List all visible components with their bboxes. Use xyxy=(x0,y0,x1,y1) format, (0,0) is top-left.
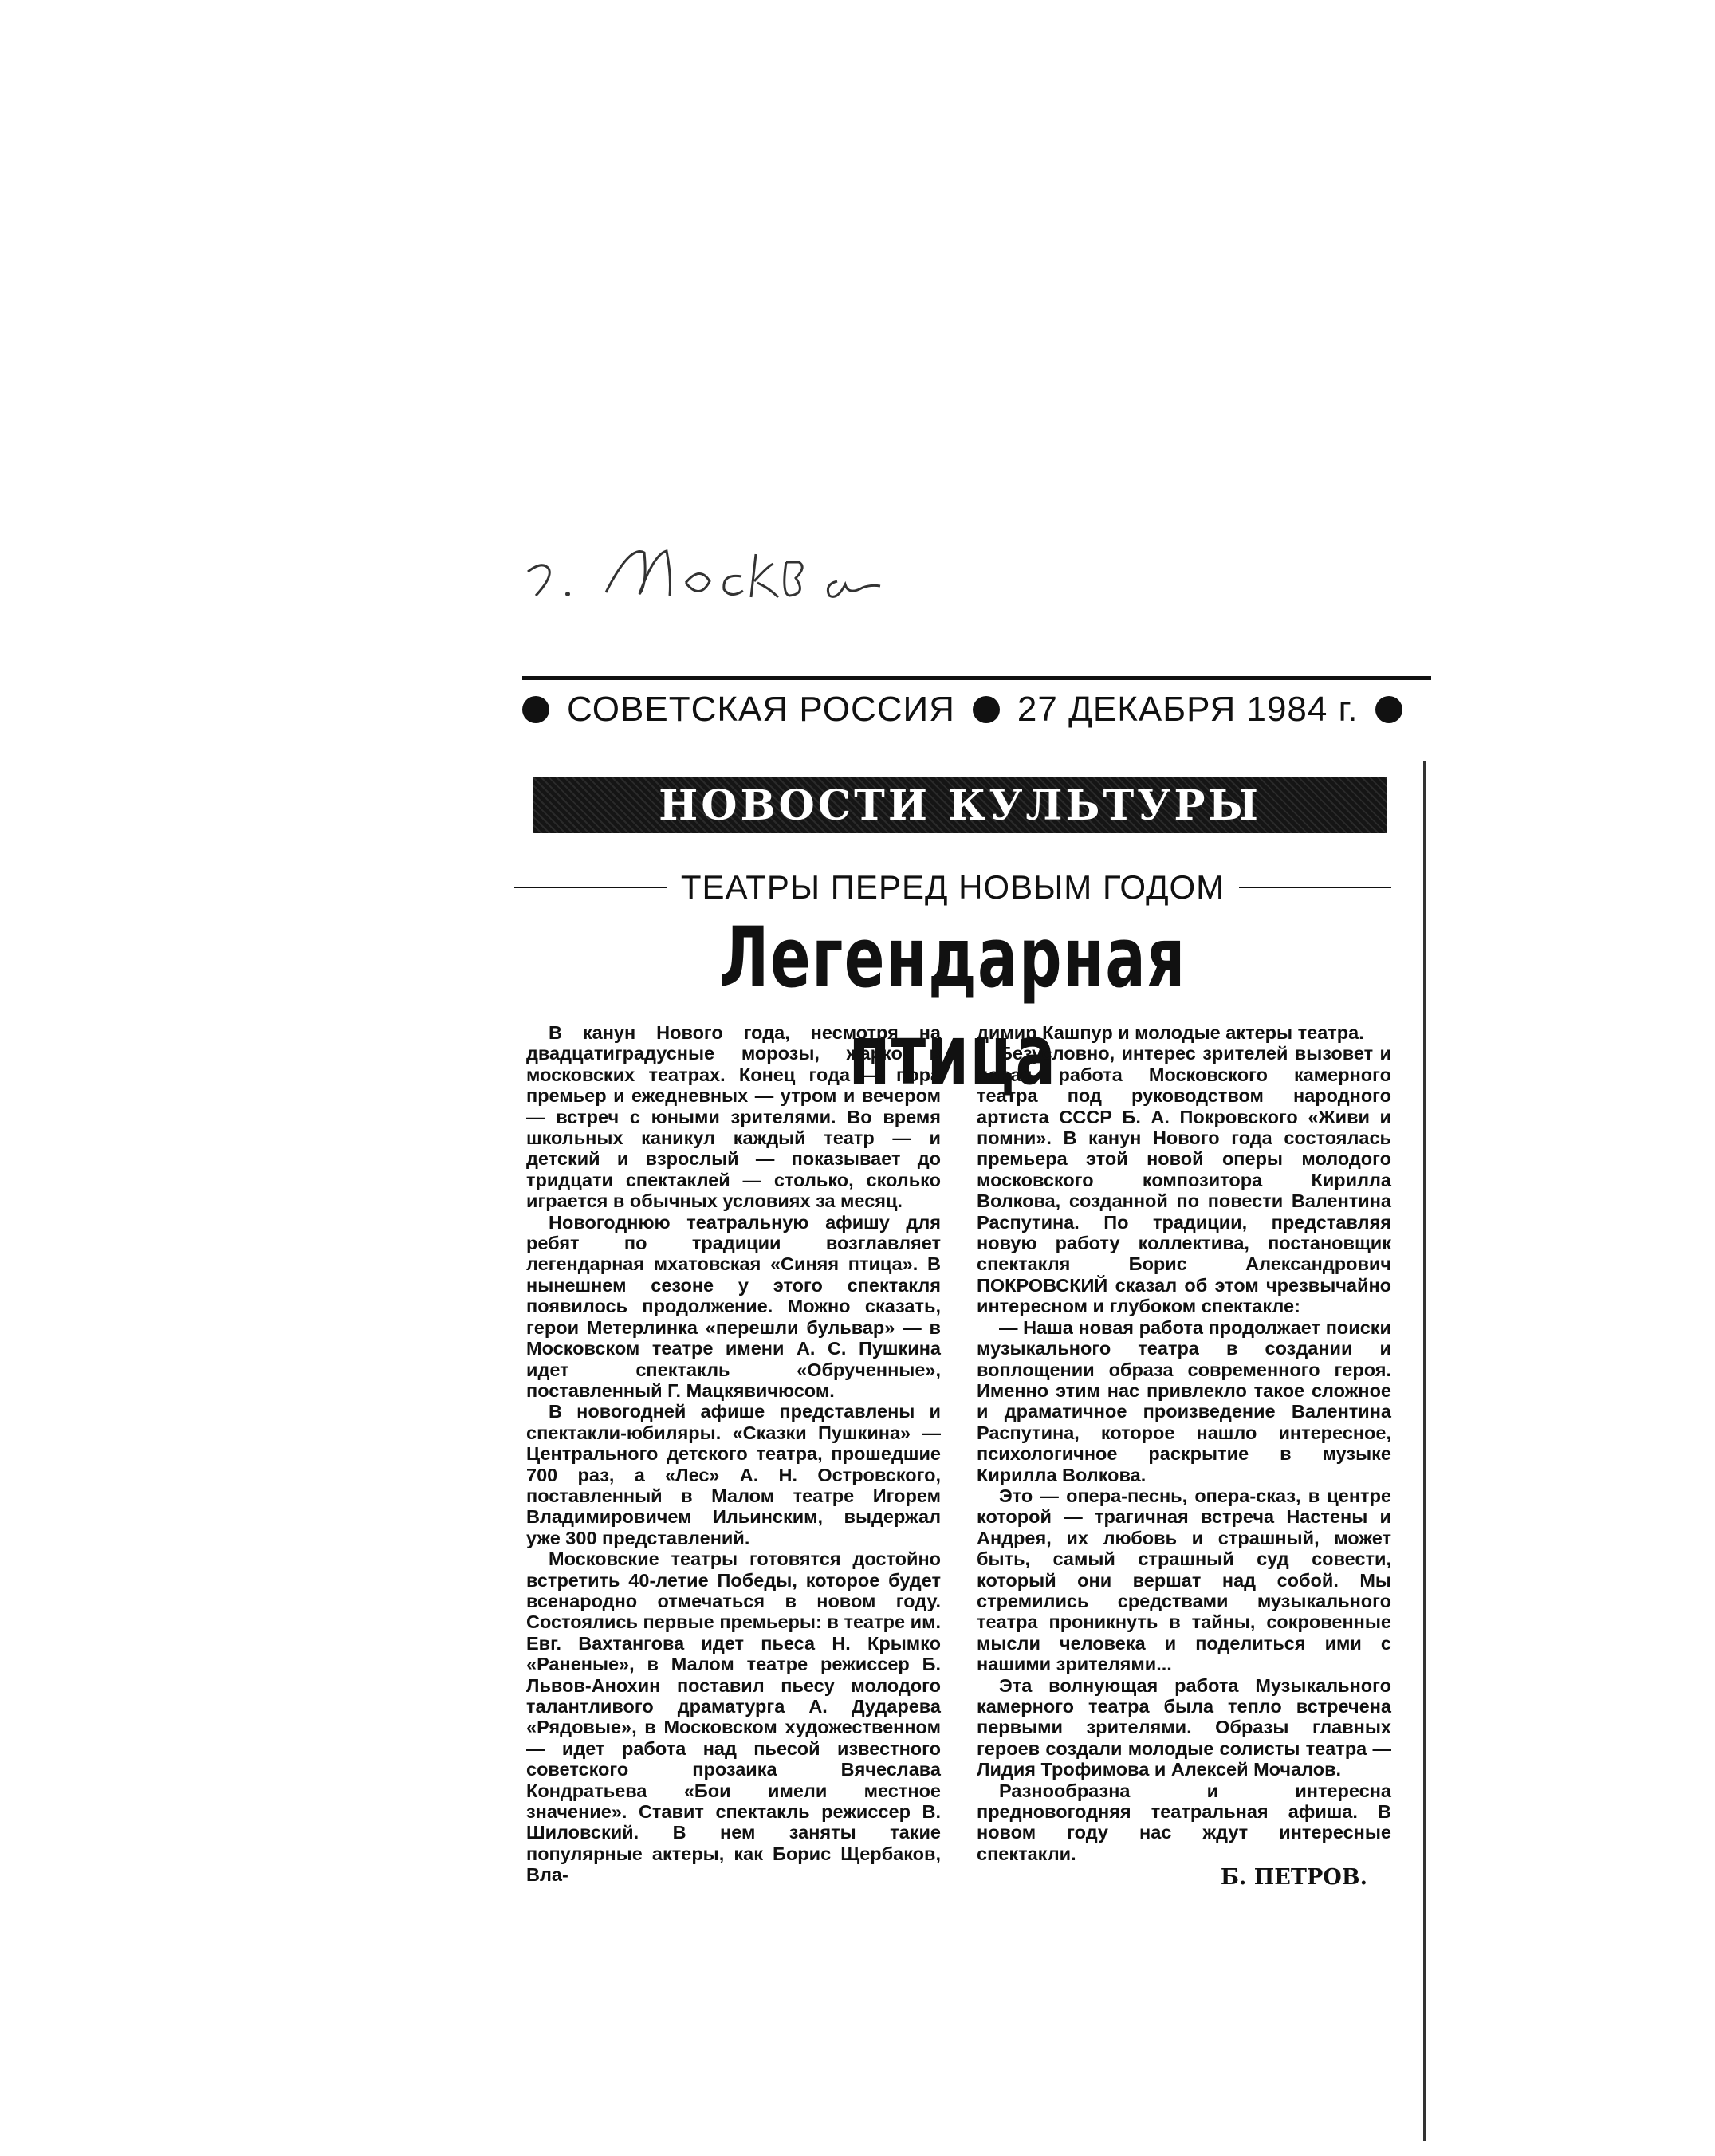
masthead xyxy=(522,684,1431,735)
article-headline: Легендарная птица xyxy=(719,909,1186,1104)
bullet-icon xyxy=(973,696,1000,723)
article-column-right xyxy=(977,1022,1391,1889)
paragraph: димир Кашпур и молодые актеры театра. xyxy=(977,1022,1364,1043)
paragraph: В новогодней афише представлены и спектакли-юбиляры. «Сказки Пушкина» — Центрального детского театра, прошедшие 700 раз, а «Лес» А. Н. Островского, поставленный в Малом театре Игорем Владимировичем Ильинским, выдержал уже 300 представлений. xyxy=(526,1401,941,1548)
paragraph: В канун Нового года, несмотря на двадцатиградусные морозы, жарко в московских театрах. Конец года — пора премьер и ежедневных — утром и вечером — встреч с юными зрителями. Во время школьных каникул каждый театр — и детский и взрослый — показывает до тридцати спектаклей — столько, сколько играется в обычных условиях за месяц. xyxy=(526,1022,941,1212)
author-signature: Б. ПЕТРОВ. xyxy=(1220,1865,1367,1890)
section-banner xyxy=(533,777,1387,833)
paragraph: Эта волнующая работа Музыкального камерного театра была тепло встречена первыми зрителями. Образы главных героев создали молодые солисты театра — Лидия Трофимова и Алексей Мочалов. xyxy=(977,1674,1391,1780)
masthead-rule xyxy=(522,676,1431,680)
paragraph: Новогоднюю театральную афишу для ребят по традиции возглавляет легендарная мхатовская «Синяя птица». В нынешнем сезоне у этого спектакля появилось продолжение. Можно сказать, герои Метерлинка «перешли бульвар» — в Московском театре имени А. С. Пушкина идет спектакль «Обрученные», поставленный Г. Мацкявичюсом. xyxy=(526,1211,941,1401)
section-title: НОВОСТИ КУЛЬТУРЫ xyxy=(659,781,1261,830)
bullet-icon xyxy=(522,696,549,723)
column-rule xyxy=(1423,761,1426,2141)
subheading-row xyxy=(514,865,1391,910)
article-column-left xyxy=(526,1022,941,1886)
paragraph: — Наша новая работа продолжает поиски музыкального театра в создании и воплощении образа современного героя. Именно этим нас привлекло такое сложное и драматичное произведение Валентина Распутина, которое нашло интересное, психологичное раскрытие в музыке Кирилла Волкова. xyxy=(977,1316,1391,1485)
handwritten-note xyxy=(518,530,917,618)
divider xyxy=(514,887,667,888)
newspaper-name: СОВЕТСКАЯ РОССИЯ xyxy=(567,690,955,729)
subheading: ТЕАТРЫ ПЕРЕД НОВЫМ ГОДОМ xyxy=(680,868,1225,906)
divider xyxy=(1239,887,1391,888)
handwritten-city-signature xyxy=(518,530,917,618)
paragraph: Это — опера-песнь, опера-сказ, в центре которой — трагичная встреча Настены и Андрея, их любовь и страшный, может быть, самый страшный суд совести, который они вершат над собой. Мы стремились средствами музыкального театра проникнуть в тайны, сокровенные мысли человека и поделиться ими с нашими зрителями... xyxy=(977,1485,1391,1675)
bullet-icon xyxy=(1375,696,1402,723)
paragraph: Разнообразна и интересна предновогодняя театральная афиша. В новом году нас ждут интересные спектакли. xyxy=(977,1780,1391,1864)
issue-date: 27 ДЕКАБРЯ 1984 г. xyxy=(1017,690,1359,729)
paragraph: Безусловно, интерес зрителей вызовет и новая работа Московского камерного театра под руководством народного артиста СССР Б. А. Покровского «Живи и помни». В канун Нового года состоялась премьера этой новой оперы молодого московского композитора Кирилла Волкова, созданной по повести Валентина Распутина. По традиции, представляя новую работу коллектива, постановщик спектакля Борис Александрович ПОКРОВСКИЙ сказал об этом чрезвычайно интересном и глубоком спектакле: xyxy=(977,1043,1391,1317)
paragraph: Московские театры готовятся достойно встретить 40-летие Победы, которое будет всенародно отмечаться в новом году. Состоялись первые премьеры: в театре им. Евг. Вахтангова идет пьеса Н. Крымко «Раненые», в Малом театре режиссер Б. Львов-Анохин поставил пьесу молодого талантливого драматурга А. Дударева «Рядовые», в Московском художественном — идет работа над пьесой известного советского прозаика Вячеслава Кондратьева «Бои имели местное значение». Ставит спектакль режиссер В. Шиловский. В нем заняты такие популярные актеры, как Борис Щербаков, Вла- xyxy=(526,1548,941,1886)
